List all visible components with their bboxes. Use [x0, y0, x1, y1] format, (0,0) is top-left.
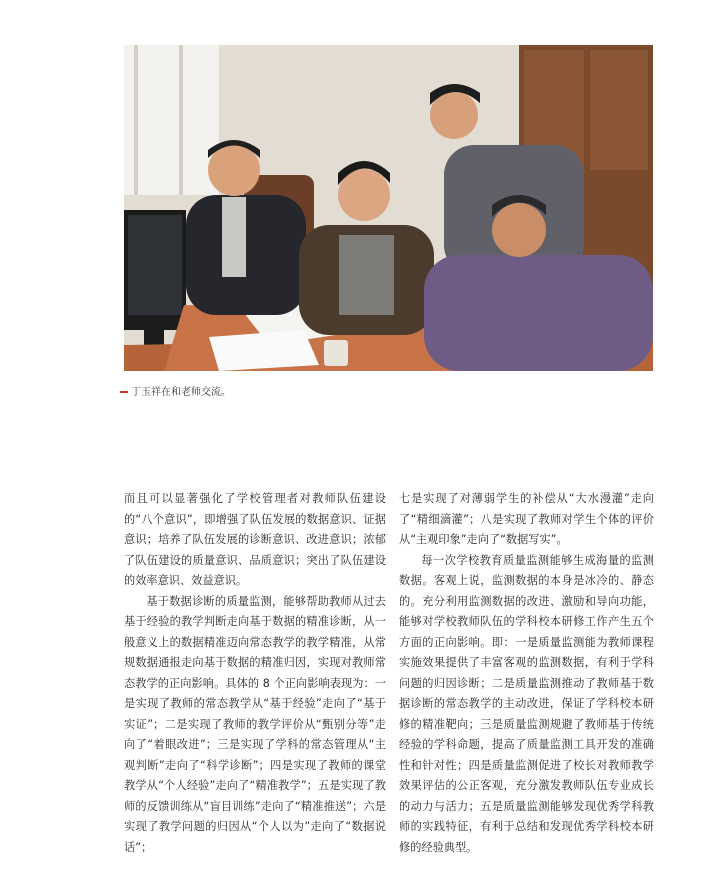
paragraph-4: 每一次学校教育质量监测能够生成海量的监测数据。客观上说，监测数据的本身是冰冷的、静态的。充分利用监测数据的改进、激励和导向功能，能够对学校教师队伍的学科校本研修工作产生五个方面的正向影响。即：一是质量监测能为教师课程实施效果提供了丰富客观的监测数据，有利于学科问题的归因诊断；二是质量监测推动了教师基于数据诊断的常态教学的主动改进，保证了学科校本研修的精准靶向；三是质量监测规避了教师基于传统经验的学科命题，提高了质量监测工具开发的准确性和针对性；四是质量监测促进了校长对教师教学效果评估的公正客观，充分激发教师队伍专业成长的动力与活力；五是质量监测能够发现优秀学科教师的实践特征，有利于总结和发现优秀学科校本研修的经验典型。: [399, 553, 654, 854]
caption-dash: [120, 391, 128, 393]
caption-text: 丁玉祥在和老师交流。: [131, 387, 231, 398]
paragraph-1: 而且可以显著强化了学校管理者对教师队伍建设的“八个意识”，即增强了队伍发展的数据意识、证据意识；培养了队伍发展的诊断意识、改进意识；浓郁了队伍建设的质量意识、品质意识；突出了队伍建设的效率意识、效益意识。: [124, 492, 386, 587]
article-left-column: [124, 489, 386, 858]
article-photo: [124, 45, 653, 371]
photo-caption: [120, 383, 231, 398]
article-right-column: [399, 489, 654, 858]
paragraph-2: 基于数据诊断的质量监测，能够帮助教师从过去基于经验的教学判断走向基于数据的精准诊断，从一般意义上的数据精准迈向常态教学的教学精准，从常规数据通报走向基于数据的精准归因，实现对教师常态教学的正向影响。具体的 8 个正向影响表现为：一是实现了教师的常态教学从“基于经验”走向了“基于实证”；二是实现了教师的教学评价从“甄别分等”走向了“着眼改进”；三是实现了学科的常态管理从“主观判断”走向了“科学诊断”；四是实现了教师的课堂教学从“个人经验”走向了“精准教学”；五是实现了教师的反馈训练从“盲目训练”走向了“精准推送”；六是实现了教学问题的归因从“个人以为”走向了“数据说话”；: [124, 594, 386, 854]
teachers-meeting-photo: [124, 45, 653, 371]
paragraph-3: 七是实现了对薄弱学生的补偿从“大水漫灌”走向了“精细滴灌”；八是实现了教师对学生个体的评价从“主观印象”走向了“数据写实”。: [399, 492, 654, 546]
